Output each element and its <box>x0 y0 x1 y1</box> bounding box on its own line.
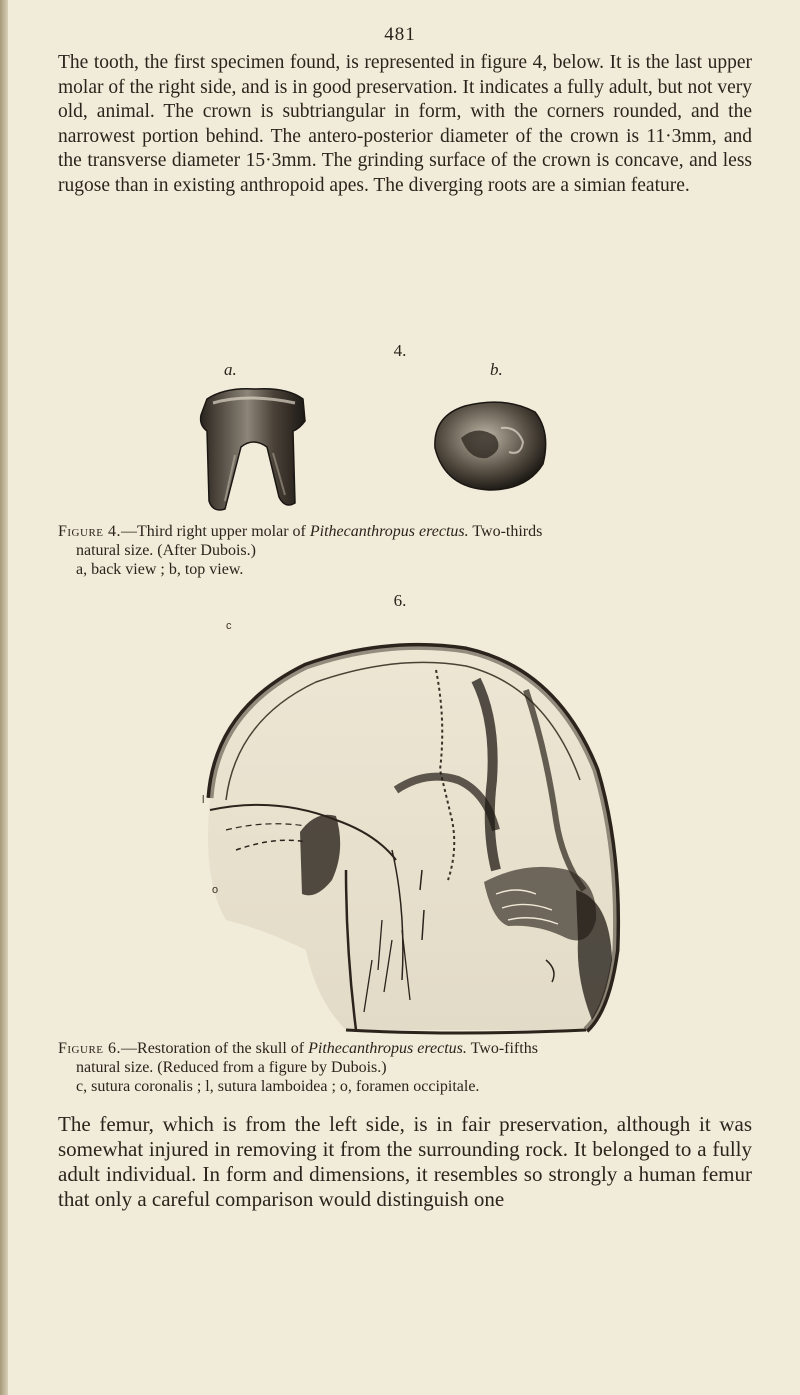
figure6-caption-text2: Two-fifths <box>466 1040 538 1057</box>
page-number: 481 <box>384 24 416 45</box>
figure6-caption-head: Figure 6. <box>58 1040 122 1057</box>
bottom-paragraph: The femur, which is from the left side, is in fair preservation, although it was somewhat injured in removing it from the surrounding rock. It belonged to a fully adult individual. In form and dimensions, it resembles so strongly a human femur that only a careful comparison would distinguish one <box>58 1112 752 1211</box>
figure6-caption-text: —Restoration of the skull of <box>121 1040 309 1057</box>
figure4-caption-species: Pithecanthropus erectus. <box>309 523 469 540</box>
skull-label-l: l <box>202 794 205 806</box>
figure4-number: 4. <box>393 341 407 360</box>
molar-back-view-image <box>195 385 310 515</box>
figure6-caption-species: Pithecanthropus erectus. <box>308 1040 467 1057</box>
figure6-caption <box>58 1039 758 1096</box>
figure6-caption-line3: c, sutura coronalis ; l, sutura lamboidea ; o, foramen occipitale. <box>76 1078 480 1095</box>
figure6-number: 6. <box>393 591 407 610</box>
figure4-caption-text2: Two-thirds <box>468 523 543 540</box>
skull-label-o: o <box>212 884 219 896</box>
figure4-label-b: b. <box>490 360 503 379</box>
skull-label-c: c <box>226 620 232 632</box>
skull-restoration-image <box>196 620 626 1040</box>
figure4-caption-line2: natural size. (After Dubois.) <box>76 542 256 559</box>
page-edge-shadow <box>0 0 8 1395</box>
figure4-caption-head: Figure 4. <box>58 523 122 540</box>
figure6-caption-line2: natural size. (Reduced from a figure by Dubois.) <box>76 1059 387 1076</box>
figure4-caption-text: —Third right upper molar of <box>121 523 310 540</box>
figure4-label-a: a. <box>224 360 237 379</box>
molar-top-view-image <box>425 398 553 496</box>
figure4-caption <box>58 522 758 579</box>
figure4-caption-line3: a, back view ; b, top view. <box>76 561 244 578</box>
top-paragraph: The tooth, the first specimen found, is represented in figure 4, below. It is the last upper molar of the right side, and is in good preservation. It indicates a fully adult, but not very old, animal. The crown is subtriangular in form, with the corners rounded, and the narrowest portion behind. The antero-posterior diameter of the crown is 11·3mm, and the transverse diameter 15·3mm. The grinding surface of the crown is concave, and less rugose than in existing anthropoid apes. The diverging roots are a simian feature. <box>58 52 752 196</box>
